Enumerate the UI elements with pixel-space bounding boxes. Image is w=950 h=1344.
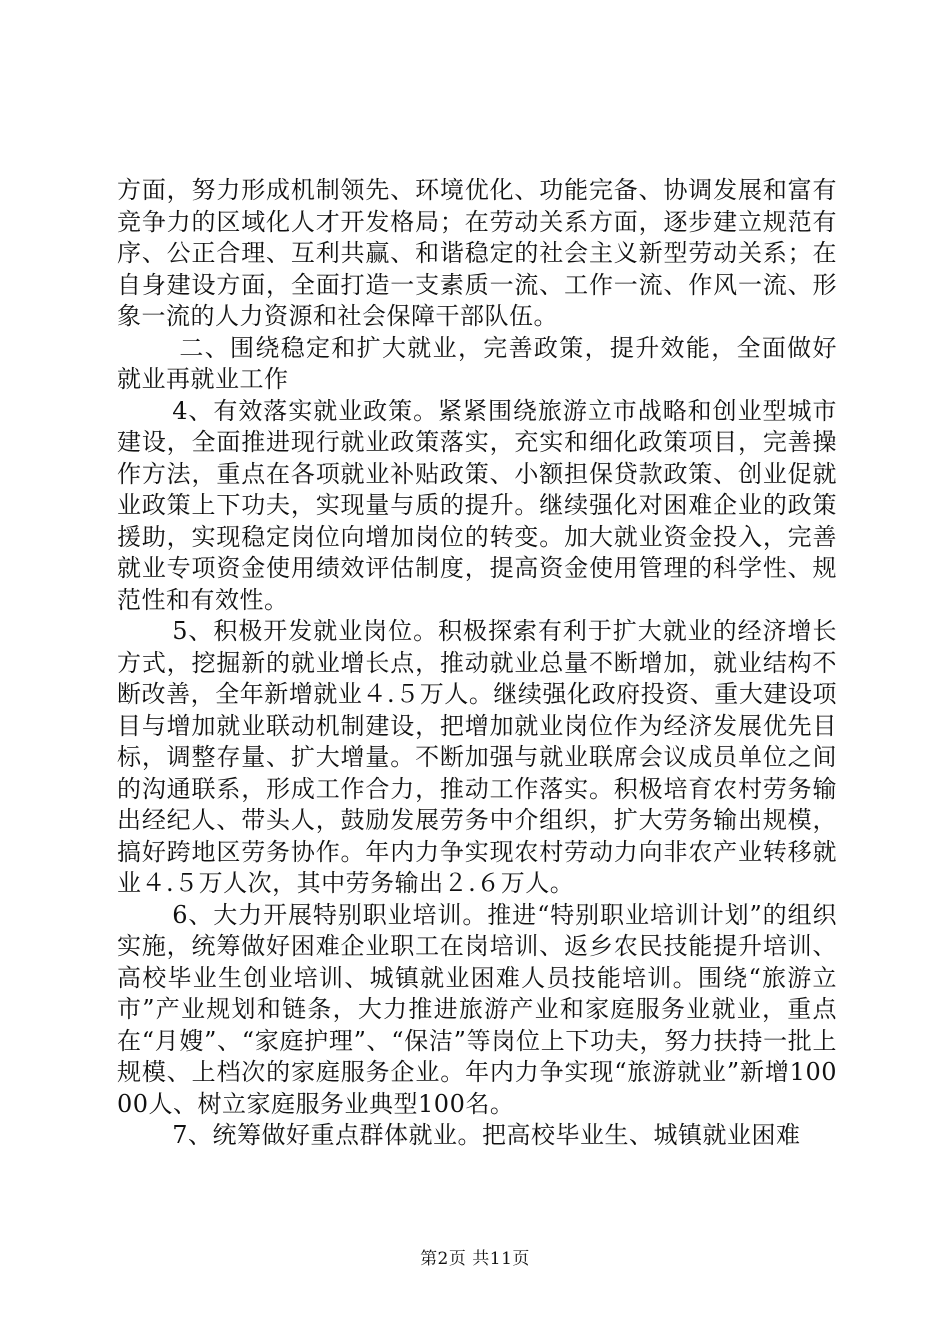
paragraph-item-7: 7、统筹做好重点群体就业。把高校毕业生、城镇就业困难 <box>172 1121 801 1149</box>
paragraph-item-6: 6、大力开展特别职业培训。推进“特别职业培训计划”的组织实施，统筹做好困难企业职工在岗培训、返乡农民技能提升培训、高校毕业生创业培训、城镇就业困难人员技能培训。围绕“旅游立市”产业规划和链条，大力推进旅游产业和家庭服务业就业，重点在“月嫂”、“家庭护理”、“保洁”等岗位上下功夫，努力扶持一批上规模、上档次的家庭服务企业。年内力争实现“旅游就业”新增10000人、树立家庭服务业典型100名。 <box>117 900 837 1118</box>
paragraph-item-4: 4、有效落实就业政策。紧紧围绕旅游立市战略和创业型城市建设，全面推进现行就业政策落实，充实和细化政策项目，完善操作方法，重点在各项就业补贴政策、小额担保贷款政策、创业促就业政策上下功夫，实现量与质的提升。继续强化对困难企业的政策援助，实现稳定岗位向增加岗位的转变。加大就业资金投入，完善就业专项资金使用绩效评估制度，提高资金使用管理的科学性、规范性和有效性。 <box>117 396 837 614</box>
page-number-footer: 第2页 共11页 <box>420 1249 530 1269</box>
section-heading: 二、围绕稳定和扩大就业，完善政策，提升效能，全面做好就业再就业工作 <box>117 333 837 393</box>
document-body <box>117 175 837 1152</box>
paragraph-continuation: 方面，努力形成机制领先、环境优化、功能完备、协调发展和富有竞争力的区域化人才开发格局；在劳动关系方面，逐步建立规范有序、公正合理、互利共赢、和谐稳定的社会主义新型劳动关系；在自身建设方面，全面打造一支素质一流、工作一流、作风一流、形象一流的人力资源和社会保障干部队伍。 <box>117 176 837 330</box>
paragraph-item-5: 5、积极开发就业岗位。积极探索有利于扩大就业的经济增长方式，挖掘新的就业增长点，推动就业总量不断增加，就业结构不断改善，全年新增就业４.５万人。继续强化政府投资、重大建设项目与增加就业联动机制建设，把增加就业岗位作为经济发展优先目标，调整存量、扩大增量。不断加强与就业联席会议成员单位之间的沟通联系，形成工作合力，推动工作落实。积极培育农村劳务输出经纪人、带头人，鼓励发展劳务中介组织，扩大劳务输出规模，搞好跨地区劳务协作。年内力争实现农村劳动力向非农产业转移就业４.５万人次，其中劳务输出２.６万人。 <box>117 617 837 897</box>
